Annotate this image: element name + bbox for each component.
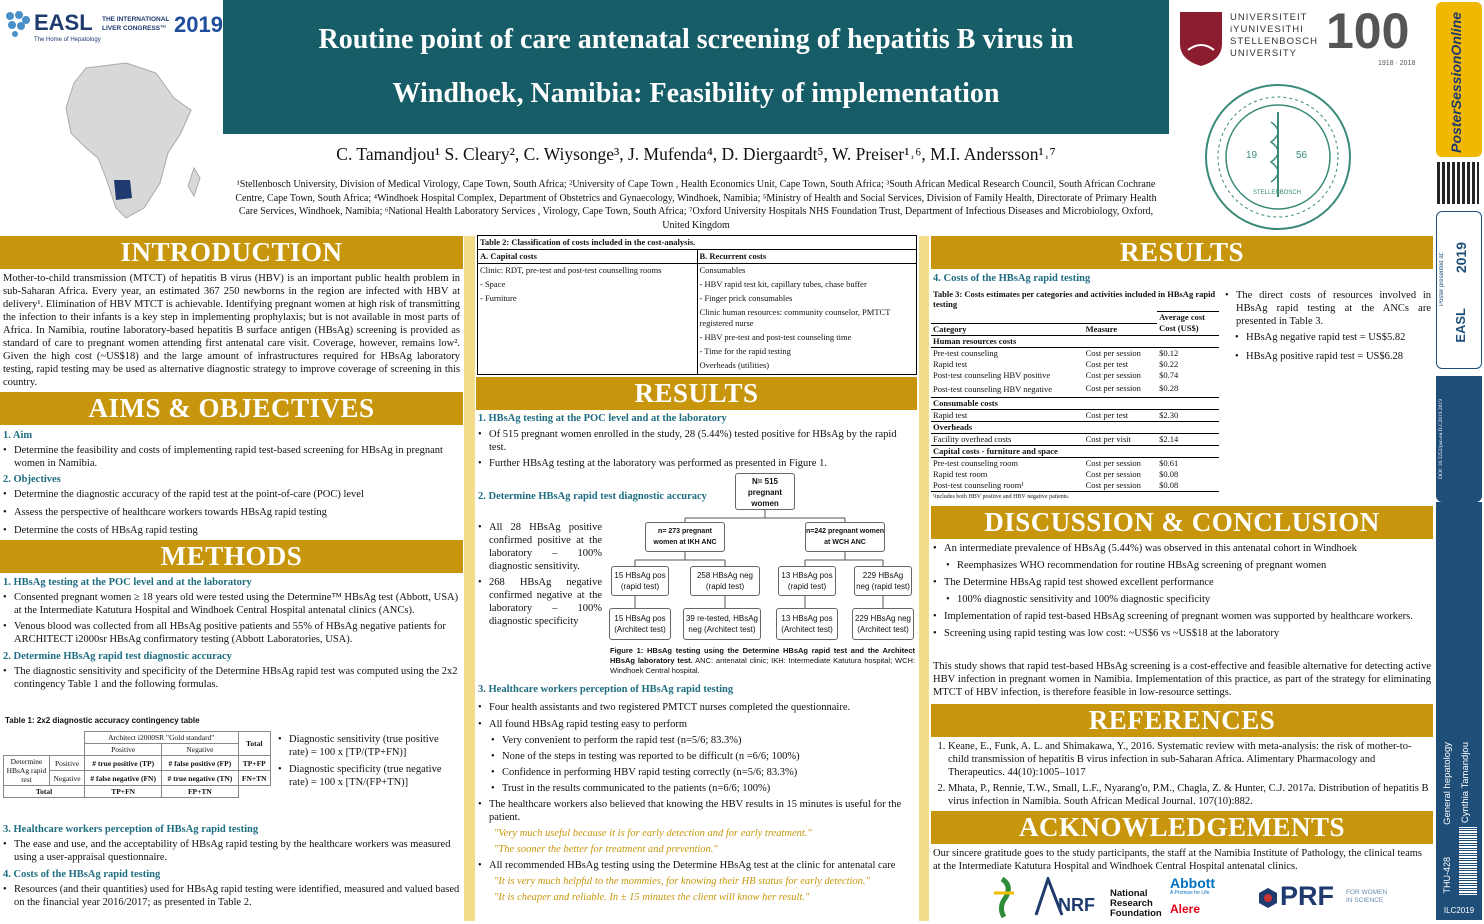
doi-strip xyxy=(1436,376,1482,502)
results-s4-title: 4. Costs of the HBsAg rapid testing xyxy=(933,273,1091,284)
column-divider xyxy=(464,236,475,921)
discussion-heading: DISCUSSION & CONCLUSION xyxy=(931,506,1433,539)
t2-caption: Table 2: Classification of costs included in the cost-analysis. xyxy=(478,236,917,250)
t1-tpfn: TP+FN xyxy=(85,786,162,798)
conclusion-text: This study shows that rapid test-based HBsAg screening is a cost-effective and feasible alternative for detecting active HBV infection in pregnant women in Namibia. Implementation of this practice, as part of the strategy for eliminating MTCT of HBV infection, is therefore feasible in low-resource settings. xyxy=(933,661,1431,698)
results-s3-item: • All found HBsAg rapid testing easy to perform xyxy=(478,718,916,731)
t1-fntn: FN+TN xyxy=(238,771,271,786)
affiliations: ¹Stellenbosch University, Division of Medical Virology, Cape Town, South Africa; ²University of Cape Town , Health Economics Unit, Cape Town, South Africa; ³South African Medical Research Council, South African Cochrane Centre, Cape Town, South Africa; ⁴Windhoek Hospital Complex, Department of Obstetrics and Gynaecology, Windhoek, Namibia; ⁵Ministry of Health and Social Services, Division of Family Health, Directorate of Primary Health Care Services, Windhoek, Namibia; ⁶National Health Laboratory Services , Virology, Cape Town, South Africa; ⁷Oxford University Hospitals NHS Foundation Trust, Department of Infectious Diseases and Microbiology, Oxford, United Kingdom xyxy=(235,179,1157,231)
table2 xyxy=(477,235,917,375)
flow-ikh: n= 273 pregnant women at IKH ANC xyxy=(645,522,725,552)
flow-lab-pos-ikh: 15 HBsAg pos (Architect test) xyxy=(609,608,671,640)
acknowledgements-heading: ACKNOWLEDGEMENTS xyxy=(931,811,1433,844)
faculty-seal xyxy=(1203,82,1353,232)
references-heading: REFERENCES xyxy=(931,704,1433,737)
nrf-wordmark: NRF xyxy=(1058,895,1095,915)
poster-title-line1: Routine point of care antenatal screening of hepatitis B virus in xyxy=(318,24,1074,55)
t1-row-neg: Negative xyxy=(50,771,85,786)
hcw-quote: "It is very much helpful to the mommies, for knowing their HB status for early detection." xyxy=(494,876,870,887)
t1-gold: Architect i2000SR "Gold standard" xyxy=(85,732,238,744)
t3-cell: Facility overhead costs xyxy=(933,433,1012,444)
introduction-text: Mother-to-child transmission (MTCT) of hepatitis B virus (HBV) is an important public health problem in sub-Saharan Africa. Every year, an estimated 367 250 newborns in the region are infected with HBV at delivery¹. Elimination of HBV MTCT is achievable. Identifying pregnant women at high risk of transmitting the infection to their infants is a key step in implementing prophylaxis; but is not available in most parts of Africa. In Namibia, routine laboratory-based hepatitis B surface antigen (HBsAg) screening is provided as standard of care to pregnant women attending first antenatal care visit. Coverage, however, remains low². Given the high cost (~US$18) and the large amount of infrastructures required for HBsAg laboratory testing, rapid testing may be used as alternative diagnostic strategy to improve coverage of screening in this country. xyxy=(3,273,460,388)
t1-row-label: Determine HBsAg rapid test xyxy=(4,756,50,786)
easl-logo xyxy=(4,6,223,50)
formula-sensitivity: • Diagnostic sensitivity (true positive rate) = 100 x [TP/(TP+FN)] xyxy=(278,733,458,759)
results-heading-right: RESULTS xyxy=(931,236,1433,269)
cost-summary: • The direct costs of resources involved in HBsAg rapid testing at the ANCs are presented in Table 3. xyxy=(1225,289,1431,328)
sponsor-logos xyxy=(978,875,1433,920)
t3-cell: Cost per test xyxy=(1085,358,1129,369)
reference-item: 2. Mhata, P., Rennie, T.W., Small, L.F., Nyarang'o, P.M., Chagla, Z. & Hunter, C.J. 2017a. Distribution of hepatitis B virus infection in Namibia. South African Medical Journal. 107(10):882. xyxy=(948,782,1431,808)
author-label: Cynthia Tamandjou xyxy=(1460,742,1471,824)
university-crest-icon xyxy=(1178,10,1224,66)
discussion-subitem: • 100% diagnostic sensitivity and 100% diagnostic specificity xyxy=(933,593,1431,606)
methods-s1-title: 1. HBsAg testing at the POC level and at the laboratory xyxy=(3,577,252,588)
t3-cell: $0.61 xyxy=(1159,457,1179,468)
objective-item: • Determine the costs of HBsAg rapid testing xyxy=(3,524,460,537)
women-in-science: FOR WOMEN IN SCIENCE xyxy=(1346,889,1388,904)
t3-h-measure: Measure xyxy=(1084,323,1157,335)
results-s2-title: 2. Determine HBsAg rapid test diagnostic accuracy xyxy=(478,491,707,502)
results-heading-mid: RESULTS xyxy=(476,377,917,410)
discussion-item: • The Determine HBsAg rapid test showed excellent performance xyxy=(933,576,1431,589)
uni-name-4: UNIVERSITY xyxy=(1230,48,1298,59)
abbott-logo xyxy=(1168,875,1230,919)
nrf-logo xyxy=(1034,877,1098,919)
t3-cell: $0.22 xyxy=(1159,358,1179,369)
results-s3-subitem: • Confidence in performing HBV rapid testing correctly (n=5/6; 83.3%) xyxy=(478,766,916,779)
t3-cell: $0.08 xyxy=(1159,468,1179,479)
discussion-item: • Implementation of rapid test-based HBsAg screening of pregnant women was supported by healthcare workers. xyxy=(933,610,1431,623)
methods-s4-title: 4. Costs of the HBsAg rapid testing xyxy=(3,869,161,880)
t1-tpfp: TP+FP xyxy=(238,756,271,771)
presented-at-badge xyxy=(1436,211,1482,369)
cost-item: • HBsAg negative rapid test = US$5.82 xyxy=(1222,331,1430,344)
reference-item: 1. Keane, E., Funk, A. L. and Shimakawa, Y., 2016. Systematic review with meta-analysis: the risk of mother-to-child transmission of hepatitis B virus infection in sub-Saharan Africa. Alimentary Pharmacology and Therapeutics. 44(10):1005–1017 xyxy=(948,740,1431,779)
figure1-caption xyxy=(610,646,915,676)
discussion-subitem: • Reemphasizes WHO recommendation for routine HBsAg screening of pregnant women xyxy=(933,559,1431,572)
poster-session-online-logo xyxy=(1436,2,1482,157)
column-divider xyxy=(919,236,929,921)
results-s3-subitem: • None of the steps in testing was reported to be difficult (n =6/6; 100%) xyxy=(478,750,916,763)
t1-pos: Positive xyxy=(85,744,162,756)
methods-s1-item: • Consented pregnant women ≥ 18 years old were tested using the Determine™ HBsAg test (Abbott, USA) at the Intermediate Katutura Hospital and Windhoek Central Hospital antenatal clinics (ANCs). xyxy=(3,591,460,617)
results-s3-item: • Four health assistants and two registered PMTCT nurses completed the questionnaire. xyxy=(478,701,916,714)
t1-tp: # true positive (TP) xyxy=(85,756,162,771)
barcode-icon xyxy=(1459,827,1477,895)
t3-cell: Cost per session xyxy=(1085,468,1141,479)
results-s3-item: • All recommended HBsAg testing using the Determine HBsAg test at the clinic for antenatal care xyxy=(478,859,916,872)
results-s3-subitem: • Very convenient to perform the rapid test (n=5/6; 83.3%) xyxy=(478,734,916,747)
t3-cell: Cost per session xyxy=(1084,480,1157,492)
alere-wordmark: Alere xyxy=(1170,902,1201,916)
easl-cells-icon xyxy=(4,10,32,38)
introduction-heading: INTRODUCTION xyxy=(0,236,463,269)
objectives-title: 2. Objectives xyxy=(3,474,61,485)
methods-s3-item: • The ease and use, and the acceptability of HBsAg rapid testing by the healthcare workers was measured using a user-appraisal questionnaire. xyxy=(3,838,460,864)
flow-rapid-neg-ikh: 258 HBsAg neg (rapid test) xyxy=(690,566,760,596)
t2-b-item: - Finger prick consumables xyxy=(699,293,793,303)
t2-col-b: B. Recurrent costs xyxy=(697,250,917,264)
t3-cell: $0.12 xyxy=(1159,347,1179,358)
results-s3-subitem: • Trust in the results communicated to the patients (n=6/6; 100%) xyxy=(478,782,916,795)
t3-cell: Cost per session xyxy=(1085,457,1141,468)
t2-a-item: - Space xyxy=(480,279,506,289)
stellenbosch-logo xyxy=(1178,3,1428,70)
abbott-wordmark: Abbott xyxy=(1170,875,1216,891)
presented-at-label: Poster presented at: xyxy=(1439,252,1445,307)
nrf-full-name: National Research Foundation xyxy=(1110,888,1162,919)
flow-wch: n=242 pregnant women at WCH ANC xyxy=(805,522,885,552)
doi-label: DOI: 10.3252/pso.eu.ILC2019.2019 xyxy=(1438,399,1444,479)
seal-year-left: 19 xyxy=(1246,150,1258,161)
table3 xyxy=(931,311,1219,492)
figure1-caption-rest: ANC: antenatal clinic; IKH: Intermediate Katutura hospital; WCH: Windhoek Central hospital. xyxy=(610,656,915,675)
discussion-item: • Screening using rapid testing was low cost: ~US$6 vs ~US$18 at the laboratory xyxy=(933,627,1431,640)
t3-cell: $0.74 xyxy=(1159,369,1179,380)
results-s1-title: 1. HBsAg testing at the POC level and at the laboratory xyxy=(478,413,727,424)
t3-cell: Pre-test counseling xyxy=(933,347,998,358)
centenary-years: 1918 · 2018 xyxy=(1378,60,1416,67)
uni-name-1: UNIVERSITEIT xyxy=(1230,12,1308,23)
flow-lab-neg-ikh: 39 re-tested, HBsAg neg (Architect test) xyxy=(683,608,761,640)
t2-b-item: - HBV rapid test kit, capillary tubes, chase buffer xyxy=(699,279,867,289)
t3-cell: $0.08 xyxy=(1157,480,1219,492)
t2-b-item: Consumables xyxy=(699,265,746,275)
poster-code: THU-428 xyxy=(1442,857,1452,894)
figure1-caption-bold: Figure 1: HBsAg testing using the Determine HBsAg rapid test and the Architect HBsAg laboratory test. xyxy=(610,646,915,665)
t1-fp: # false positive (FP) xyxy=(162,756,238,771)
seal-year-right: 56 xyxy=(1296,150,1308,161)
prf-wordmark: PRF xyxy=(1280,881,1334,911)
sidebar-congress-year: 2019 xyxy=(1453,242,1469,274)
t2-a-item: Clinic: RDT, pre-test and post-test counselling rooms xyxy=(480,265,662,275)
t3-cell: Cost per test xyxy=(1085,409,1129,420)
discussion-item: • An intermediate prevalence of HBsAg (5.44%) was observed in this antenatal cohort in Windhoek xyxy=(933,542,1431,555)
table1 xyxy=(3,731,271,798)
flow-total: N= 515 pregnant women xyxy=(735,473,795,510)
t1-fptn: FP+TN xyxy=(162,786,238,798)
t3-cell: $2.30 xyxy=(1159,409,1179,420)
sidebar-strip xyxy=(1436,502,1482,920)
t2-col-a: A. Capital costs xyxy=(478,250,698,264)
centenary-mark: 100 xyxy=(1326,3,1410,59)
seal-text: STELLENBOSCH xyxy=(1253,190,1302,196)
t1-row-pos: Positive xyxy=(50,756,85,771)
t2-b-item: Overheads (utilities) xyxy=(699,360,770,370)
hcw-quote: "It is cheaper and reliable. In ± 15 minutes the client will know her result." xyxy=(494,892,810,903)
easl-wordmark: EASL xyxy=(34,10,93,35)
topic-label: General hepatology xyxy=(1442,742,1453,825)
t3-cell: Cost per session xyxy=(1085,383,1141,393)
t1-total: Total xyxy=(238,732,271,756)
t3-cell: Pre-test counseling room xyxy=(933,457,1018,468)
t2-b-item: - Time for the rapid testing xyxy=(699,346,791,356)
t3-group: Overheads xyxy=(931,421,1219,433)
hcw-quote: "The sooner the better for treatment and prevention." xyxy=(494,844,718,855)
results-s2-item: • 268 HBsAg negative confirmed negative at the laboratory – 100% diagnostic specificity xyxy=(478,576,602,628)
prf-hex-icon xyxy=(1258,887,1278,909)
methods-s2-item: • The diagnostic sensitivity and specificity of the Determine HBsAg rapid test was computed using the 2x2 contingency Table 1 and the following formulas. xyxy=(3,665,460,691)
results-s3-item: • The healthcare workers also believed that knowing the HBV results in 15 minutes is useful for the patient. xyxy=(478,798,916,824)
t3-cell: Post-test counseling HBV positive xyxy=(933,369,1051,380)
t3-cell: Rapid test room xyxy=(933,468,988,479)
flow-lab-neg-wch: 229 HBsAg neg (Architect test) xyxy=(852,608,914,640)
title-banner xyxy=(223,0,1169,134)
results-s1-item: • Further HBsAg testing at the laboratory was performed as presented in Figure 1. xyxy=(478,457,916,470)
t1-tn: # true negative (TN) xyxy=(162,771,238,786)
table1-caption: Table 1: 2x2 diagnostic accuracy contingency table xyxy=(5,716,200,725)
poster-title-line2: Windhoek, Namibia: Feasibility of implementation xyxy=(392,78,1000,109)
results-s1-item: • Of 515 pregnant women enrolled in the study, 28 (5.44%) tested positive for HBsAg by the rapid test. xyxy=(478,428,916,454)
t3-avg: Average cost xyxy=(1157,312,1219,324)
flow-rapid-neg-wch: 229 HBsAg neg (rapid test) xyxy=(854,566,912,596)
t3-cell: Rapid test xyxy=(933,409,968,420)
acknowledgements-text: Our sincere gratitude goes to the study participants, the staff at the Namibia Institute of Pathology, the clinical teams at the Intermediate Katutura Hospital and Windhoek Central Hospital antenatal clinics. xyxy=(933,848,1422,872)
t3-group: Capital costs - furniture and space xyxy=(931,445,1219,457)
uni-name-3: STELLENBOSCH xyxy=(1230,36,1319,47)
flow-rapid-pos-wch: 13 HBsAg pos (rapid test) xyxy=(778,566,836,596)
t2-a-item: - Furniture xyxy=(480,293,517,303)
t2-b-item: - HBV pre-test and post-test counseling time xyxy=(699,332,852,342)
t3-cell: $2.14 xyxy=(1159,433,1179,444)
t1-row-total: Total xyxy=(4,786,85,798)
hcw-quote: "Very much useful because it is for early detection and for early treatment." xyxy=(494,828,812,839)
t3-cell: Post-test counseling HBV negative xyxy=(933,383,1053,394)
t3-cell: Cost per visit xyxy=(1085,433,1131,444)
congress-year: 2019 xyxy=(174,12,223,37)
author-list: C. Tamandjou¹ S. Cleary², C. Wiysonge³, J. Mufenda⁴, D. Diergaardt⁵, W. Preiser¹˒⁶, M.I. Andersson¹˒⁷ xyxy=(336,144,1056,164)
t3-cell: $0.28 xyxy=(1159,383,1179,393)
table3-footnote: ¹includes both HBV positive and HBV negative patients. xyxy=(933,494,1070,500)
poster-session-label: PosterSessionOnline xyxy=(1448,12,1464,153)
methods-heading: METHODS xyxy=(0,540,463,573)
methods-s3-title: 3. Healthcare workers perception of HBsAg rapid testing xyxy=(3,824,259,835)
sidebar-easl: EASL xyxy=(1453,308,1468,343)
t3-group: Consumable costs xyxy=(931,397,1219,409)
abbott-tagline: A Promise for Life xyxy=(1170,890,1210,896)
cost-item: • HBsAg positive rapid test = US$6.28 xyxy=(1222,350,1430,363)
t2-b-item: Clinic human resources: community counselor, PMTCT registered nurse xyxy=(699,307,891,328)
objective-item: • Assess the perspective of healthcare workers towards HBsAg rapid testing xyxy=(3,506,460,519)
t3-cell: Rapid test xyxy=(933,358,968,369)
t3-h-category: Category xyxy=(931,323,1084,335)
formula-specificity: • Diagnostic specificity (true negative rate) = 100 x [TN/(FP+TN)] xyxy=(278,763,458,789)
flow-lab-pos-wch: 13 HBsAg pos (Architect test) xyxy=(776,608,838,640)
congress-label: THE INTERNATIONAL LIVER CONGRESS™ xyxy=(102,16,170,32)
t3-cell: Cost per session xyxy=(1085,347,1141,358)
methods-s2-title: 2. Determine HBsAg rapid test diagnostic accuracy xyxy=(3,651,232,662)
flow-rapid-pos-ikh: 15 HBsAg pos (rapid test) xyxy=(611,566,669,596)
methods-s1-item: • Venous blood was collected from all HBsAg positive patients and 55% of HBsAg negative patients for ARCHITECT i2000sr HBsAg confirmatory testing (Abbott Laboratories, USA). xyxy=(3,620,460,646)
easl-tagline: The Home of Hepatology xyxy=(34,37,101,43)
nhls-logo-icon xyxy=(982,875,1028,919)
t1-fn: # false negative (FN) xyxy=(85,771,162,786)
uni-name-2: iYUNIVESITHI xyxy=(1230,24,1304,35)
aim-item: • Determine the feasibility and costs of implementing rapid test-based screening for HBsAg in pregnant women in Namibia. xyxy=(3,444,460,470)
t3-cell: Cost per session xyxy=(1085,369,1141,380)
objective-item: • Determine the diagnostic accuracy of the rapid test at the point-of-care (POC) level xyxy=(3,488,460,501)
t3-cell: Post-test counseling room¹ xyxy=(931,480,1084,492)
africa-map xyxy=(56,58,206,228)
qr-code-icon xyxy=(1437,162,1479,204)
t1-neg: Negative xyxy=(162,744,238,756)
table3-caption: Table 3: Costs estimates per categories and activities included in HBsAg rapid testing xyxy=(933,289,1216,309)
aims-heading: AIMS & OBJECTIVES xyxy=(0,392,463,425)
t3-h-cost: Cost (US$) xyxy=(1157,323,1219,335)
methods-s4-item: • Resources (and their quantities) used for HBsAg rapid testing were identified, measured and valued based on the financial year 2016/2017; as presented in Table 2. xyxy=(3,883,460,909)
t3-group: Human resources costs xyxy=(931,335,1219,347)
event-label: ILC2019 xyxy=(1443,906,1475,915)
results-s3-title: 3. Healthcare workers perception of HBsAg rapid testing xyxy=(478,684,734,695)
results-s2-item: • All 28 HBsAg positive confirmed positive at the laboratory – 100% diagnostic sensitivity. xyxy=(478,521,602,573)
prf-logo xyxy=(1258,881,1348,919)
aim-title: 1. Aim xyxy=(3,430,33,441)
